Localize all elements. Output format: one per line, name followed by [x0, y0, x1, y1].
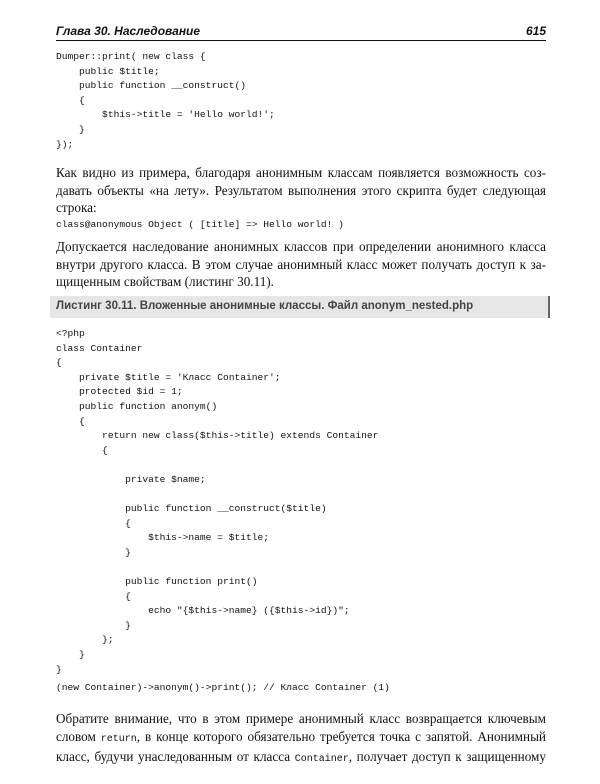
- text-line: щищенным свойствам (листинг 30.11).: [56, 274, 274, 289]
- output-line: class@anonymous Object ( [title] => Hello world! ): [56, 219, 344, 230]
- code-line: return new class($this->title) extends Container: [56, 430, 379, 442]
- code-line: $this->name = $title;: [56, 532, 270, 544]
- inline-code-return: return: [100, 733, 137, 745]
- code-line: public function __construct(): [56, 80, 246, 92]
- text-segment: словом: [56, 728, 101, 744]
- paragraph-note: [56, 710, 546, 769]
- code-line: private $title = 'Класс Container';: [56, 371, 281, 383]
- code-line: public function __construct($title): [56, 503, 327, 515]
- text-line: Как видно из примера, благодаря анонимным классам появляется возможность соз-: [56, 165, 546, 180]
- code-line: Dumper::print( new class {: [56, 51, 206, 62]
- inline-code-container: Container: [294, 754, 349, 765]
- text-line: Допускается наследование анонимных классов при определении анонимного класса: [56, 239, 546, 254]
- code-line: <?php: [56, 328, 85, 339]
- page-header: [56, 22, 546, 41]
- code-line: });: [56, 138, 74, 150]
- code-line: };: [56, 634, 114, 646]
- text-line: [56, 728, 546, 749]
- code-line: {: [56, 444, 108, 456]
- code-line: echo "{$this->name} ({$this->id})";: [56, 605, 350, 617]
- code-line: {: [56, 590, 131, 602]
- text-line: внутри другого класса. В этом случае анонимный класс может получать доступ к за-: [56, 256, 546, 272]
- code-line: }: [56, 663, 62, 675]
- call-line: (new Container)->anonym()->print(); // Класс Container (1): [56, 682, 390, 693]
- text-line: [56, 748, 546, 769]
- code-line: private $name;: [56, 473, 206, 485]
- code-line: public function anonym(): [56, 400, 218, 412]
- code-line: protected $id = 1;: [56, 386, 183, 398]
- code-line: }: [56, 546, 131, 558]
- text-line: Обратите внимание, что в этом примере анонимный класс возвращается ключевым: [56, 711, 546, 726]
- code-line: }: [56, 649, 85, 661]
- code-line: [56, 561, 378, 576]
- code-block-dumper: [56, 50, 275, 152]
- text-segment: класс, будучи унаследованным от класса: [56, 749, 295, 764]
- code-line: [56, 458, 378, 473]
- code-line: public $title;: [56, 65, 160, 77]
- chapter-title: Глава 30. Наследование: [56, 24, 201, 38]
- code-line: public function print(): [56, 576, 258, 588]
- paragraph-inheritance: [56, 238, 546, 291]
- text-segment: , в конце которого обязательно требуется точка с запятой. Анонимный: [136, 728, 546, 744]
- code-line: $this->title = 'Hello world!';: [56, 109, 275, 121]
- code-line: }: [56, 123, 85, 135]
- code-line: {: [56, 415, 85, 427]
- text-line: строка:: [56, 200, 97, 215]
- page-number: 615: [525, 24, 546, 38]
- text-segment: , получает доступ к защищенному: [348, 749, 546, 764]
- code-line: {: [56, 517, 131, 529]
- code-line: class Container: [56, 342, 143, 354]
- code-line: }: [56, 619, 131, 631]
- code-line: {: [56, 94, 85, 106]
- text-line: давать объекты «на лету». Результатом выполнения этого скрипта будет следующая: [56, 182, 546, 198]
- code-line: {: [56, 357, 62, 369]
- code-block-container: [56, 327, 378, 677]
- code-line: [56, 488, 378, 503]
- listing-caption: Листинг 30.11. Вложенные анонимные классы. Файл anonym_nested.php: [50, 296, 550, 318]
- paragraph-anonymous-objects: [56, 164, 546, 217]
